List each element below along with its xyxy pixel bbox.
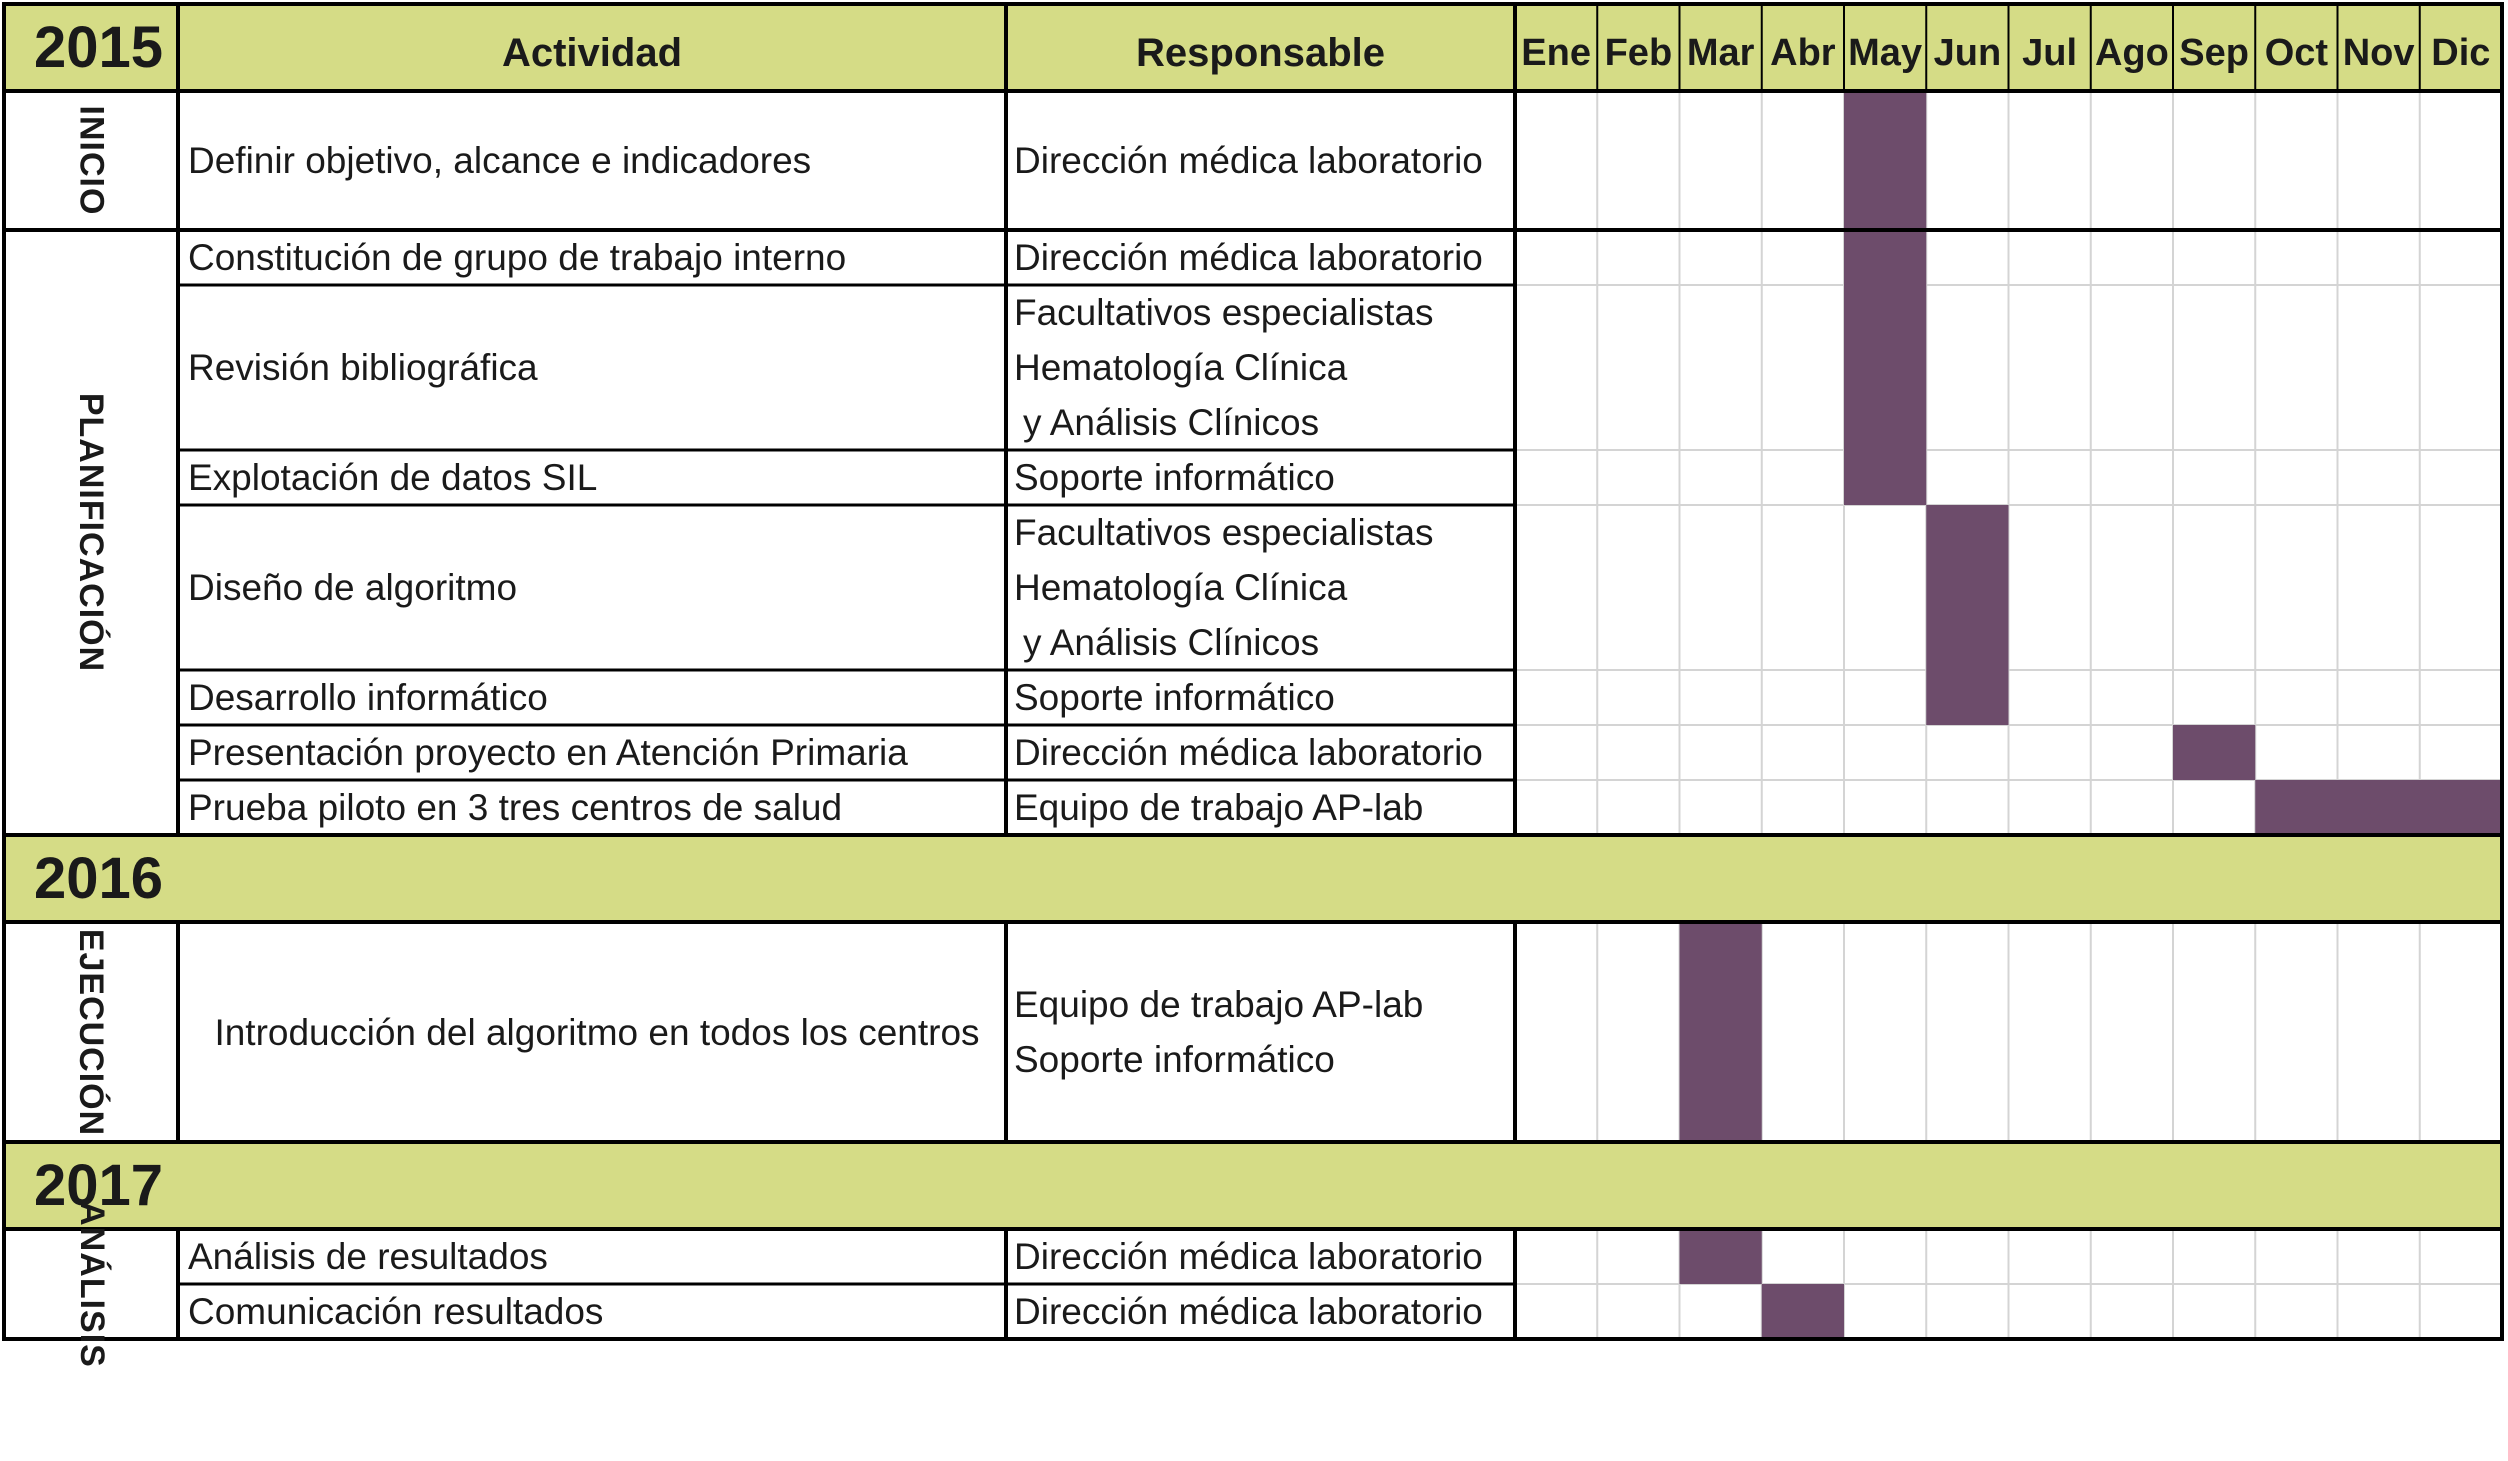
month-header: Jul <box>2022 32 2078 74</box>
month-header: May <box>1848 32 1923 74</box>
month-header: Mar <box>1686 32 1755 74</box>
responsible-line: Hematología Clínica <box>1014 347 1348 388</box>
responsible-label <box>1006 1229 1515 1284</box>
year-label: 2015 <box>34 15 164 80</box>
responsible-label <box>1006 670 1515 725</box>
year-label: 2017 <box>34 1153 164 1218</box>
column-header-actividad: Actividad <box>501 31 683 75</box>
responsible-label <box>1006 922 1515 1142</box>
responsible-line: Soporte informático <box>1014 677 1335 718</box>
responsible-line: y Análisis Clínicos <box>1023 622 1320 663</box>
gantt-bar <box>1844 230 1926 285</box>
gantt-bar <box>1844 285 1926 450</box>
responsible-line: y Análisis Clínicos <box>1023 402 1320 443</box>
activity-label: Comunicación resultados <box>188 1291 604 1332</box>
gantt-bar <box>1926 670 2008 725</box>
year-label: 2016 <box>34 846 164 911</box>
phase-label <box>4 1200 178 1368</box>
month-header: Abr <box>1770 32 1836 74</box>
phase-label <box>4 230 178 835</box>
responsible-label <box>1006 725 1515 780</box>
responsible-label <box>1006 1284 1515 1339</box>
activity-label: Presentación proyecto en Atención Primaria <box>188 732 908 773</box>
responsible-label <box>1006 450 1515 505</box>
month-header: Nov <box>2342 32 2415 74</box>
responsible-line: Dirección médica laboratorio <box>1014 237 1483 278</box>
responsible-label <box>1006 780 1515 835</box>
gantt-bar <box>1844 91 1926 230</box>
responsible-line: Soporte informático <box>1014 1039 1335 1080</box>
responsible-line: Dirección médica laboratorio <box>1014 1236 1483 1277</box>
phase-name: INICIO <box>72 105 111 216</box>
activity-label: Constitución de grupo de trabajo interno <box>188 237 847 278</box>
responsible-line: Dirección médica laboratorio <box>1014 140 1483 181</box>
activity-label: Prueba piloto en 3 tres centros de salud <box>188 787 843 828</box>
month-header: Feb <box>1604 32 1673 74</box>
activity-label: Introducción del algoritmo en todos los centros <box>214 1011 980 1053</box>
activity-label: Explotación de datos SIL <box>188 457 598 498</box>
phase-name: PLANIFICACIÓN <box>72 392 111 673</box>
month-header: Jun <box>1933 32 2002 74</box>
phase-label <box>4 91 178 230</box>
responsible-line: Facultativos especialistas <box>1014 512 1434 553</box>
activity-label: Análisis de resultados <box>188 1236 548 1277</box>
gantt-bar <box>1844 450 1926 505</box>
month-header: Oct <box>2264 32 2329 74</box>
responsible-line: Equipo de trabajo AP-lab <box>1014 787 1424 828</box>
gantt-bar <box>2255 780 2502 835</box>
gantt-bar <box>1762 1284 1844 1339</box>
phase-name: EJECUCIÓN <box>72 928 111 1136</box>
column-header-responsable: Responsable <box>1136 31 1385 75</box>
activity-label: Revisión bibliográfica <box>188 347 538 388</box>
month-header: Dic <box>2431 32 2491 74</box>
responsible-label <box>1006 91 1515 230</box>
activity-label: Definir objetivo, alcance e indicadores <box>188 140 812 181</box>
responsible-line: Facultativos especialistas <box>1014 292 1434 333</box>
gantt-bar <box>1926 505 2008 670</box>
gantt-bar <box>1680 922 1762 1142</box>
responsible-line: Hematología Clínica <box>1014 567 1348 608</box>
responsible-label <box>1006 230 1515 285</box>
responsible-label <box>1006 285 1515 450</box>
activity-label: Desarrollo informático <box>188 677 548 718</box>
phase-label <box>4 922 178 1142</box>
month-header: Sep <box>2179 32 2249 74</box>
gantt-bar <box>1680 1229 1762 1284</box>
activity-label: Diseño de algoritmo <box>188 567 518 608</box>
month-header: Ago <box>2094 32 2169 74</box>
month-header: Ene <box>1521 32 1591 74</box>
responsible-line: Equipo de trabajo AP-lab <box>1014 984 1424 1025</box>
gantt-bar <box>2173 725 2255 780</box>
responsible-line: Dirección médica laboratorio <box>1014 1291 1483 1332</box>
phase-name: ANÁLISIS <box>72 1200 111 1368</box>
responsible-line: Soporte informático <box>1014 457 1335 498</box>
responsible-line: Dirección médica laboratorio <box>1014 732 1483 773</box>
responsible-label <box>1006 505 1515 670</box>
